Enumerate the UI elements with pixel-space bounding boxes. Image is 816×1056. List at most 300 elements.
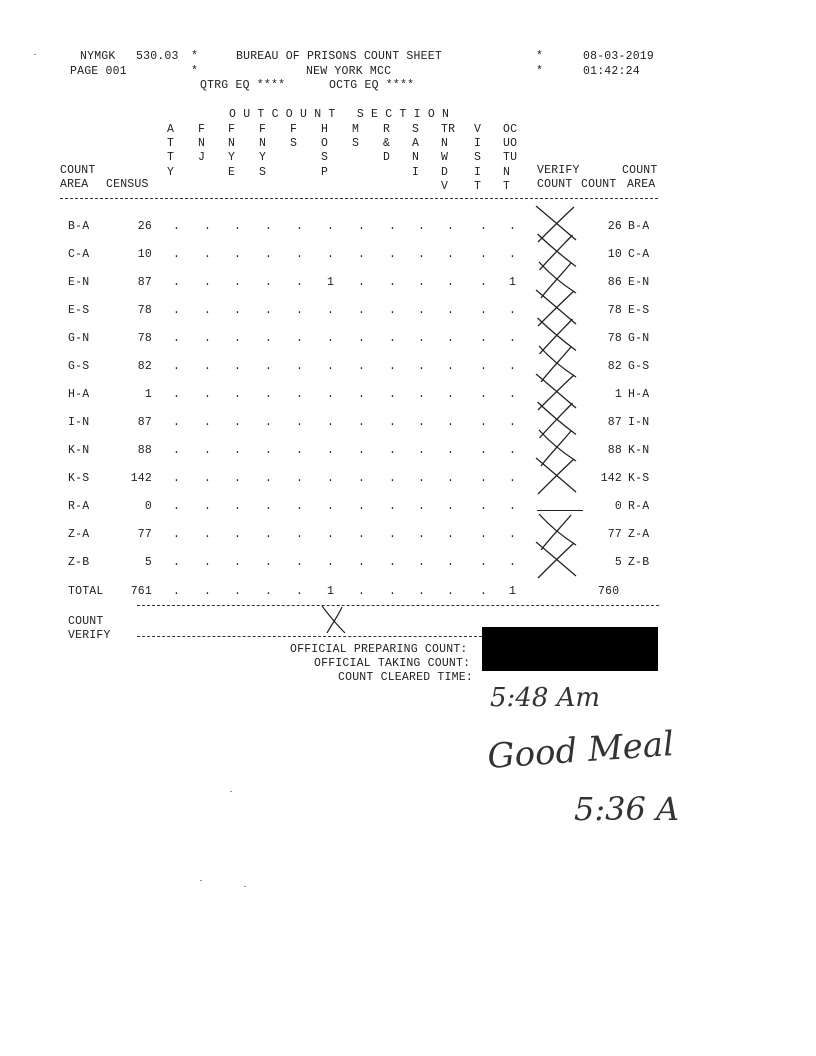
outcount-cell: .	[358, 276, 366, 289]
count-value: 87	[607, 416, 622, 429]
census-value: 88	[137, 444, 152, 457]
outcount-cell: .	[234, 360, 242, 373]
outcount-cell: .	[204, 360, 212, 373]
census-value: 78	[137, 304, 152, 317]
outcount-cell: .	[389, 332, 397, 345]
header-star: *	[191, 65, 199, 78]
outcount-cell: 1	[509, 276, 517, 289]
count-value: 5	[614, 556, 622, 569]
count-value: 77	[607, 528, 622, 541]
outcount-column-letter: OC	[503, 123, 518, 136]
outcount-cell: .	[234, 416, 242, 429]
outcount-cell: .	[265, 220, 273, 233]
outcount-cell: .	[204, 220, 212, 233]
outcount-cell: .	[358, 472, 366, 485]
outcount-column-letter: N	[228, 137, 236, 151]
total-cell: .	[389, 585, 397, 598]
outcount-cell: .	[204, 388, 212, 401]
outcount-cell: .	[480, 276, 488, 289]
outcount-cell: .	[204, 332, 212, 345]
outcount-cell: .	[447, 388, 455, 401]
census-value: 0	[144, 500, 152, 513]
outcount-cell: .	[509, 248, 517, 261]
outcount-cell: .	[327, 332, 335, 345]
outcount-cell: .	[447, 556, 455, 569]
outcount-cell: .	[265, 556, 273, 569]
outcount-cell: .	[265, 500, 273, 513]
outcount-cell: .	[204, 528, 212, 541]
outcount-cell: .	[265, 444, 273, 457]
outcount-column-letter: UO	[503, 137, 518, 151]
count-value: 26	[607, 220, 622, 233]
count-area: R-A	[68, 500, 90, 513]
outcount-column-letter: O	[321, 137, 329, 151]
outcount-cell: .	[509, 332, 517, 345]
count-area-right: Z-A	[628, 528, 650, 541]
outcount-cell: .	[173, 388, 181, 401]
count-area: C-A	[68, 248, 90, 261]
facility-name: NEW YORK MCC	[306, 65, 392, 78]
report-number: 530.03	[136, 50, 179, 63]
census-value: 87	[137, 276, 152, 289]
official-preparing-label: OFFICIAL PREPARING COUNT:	[290, 643, 468, 656]
outcount-column-letter: S	[474, 151, 482, 165]
outcount-cell: .	[447, 360, 455, 373]
total-cell: .	[204, 585, 212, 598]
outcount-cell: .	[358, 416, 366, 429]
count-value: 142	[600, 472, 622, 485]
outcount-cell: .	[327, 556, 335, 569]
outcount-cell: .	[358, 360, 366, 373]
outcount-cell: .	[173, 472, 181, 485]
census-value: 142	[130, 472, 152, 485]
outcount-cell: .	[418, 304, 426, 317]
outcount-cell: .	[296, 416, 304, 429]
total-cell: .	[418, 585, 426, 598]
outcount-column-letter: N	[198, 137, 206, 151]
outcount-cell: .	[389, 444, 397, 457]
count-area: I-N	[68, 416, 90, 429]
outcount-column-letter: V	[474, 123, 482, 136]
outcount-column-letter: N	[441, 137, 449, 151]
outcount-column-letter: Y	[167, 165, 175, 179]
outcount-column-letter: S	[412, 123, 420, 136]
outcount-cell: .	[173, 556, 181, 569]
count-area: E-N	[68, 276, 90, 289]
handwritten-note	[486, 722, 706, 842]
outcount-cell: .	[296, 528, 304, 541]
outcount-cell: .	[389, 220, 397, 233]
outcount-cell: .	[296, 220, 304, 233]
total-count: 760	[598, 585, 620, 598]
outcount-column-letter: E	[228, 165, 236, 179]
outcount-column-letter: T	[474, 179, 482, 193]
outcount-cell: .	[204, 472, 212, 485]
outcount-cell: .	[509, 388, 517, 401]
total-cell: .	[358, 585, 366, 598]
outcount-column-letter: A	[167, 123, 175, 136]
outcount-cell: .	[447, 248, 455, 261]
count-value: 82	[607, 360, 622, 373]
outcount-cell: .	[234, 248, 242, 261]
outcount-cell: .	[204, 248, 212, 261]
verify-x-mark	[318, 604, 348, 634]
outcount-cell: .	[234, 556, 242, 569]
census-value: 78	[137, 332, 152, 345]
count-area-right: B-A	[628, 220, 650, 233]
outcount-column-letter: Y	[259, 151, 267, 165]
outcount-cell: .	[327, 388, 335, 401]
outcount-cell: .	[480, 528, 488, 541]
total-cell: .	[265, 585, 273, 598]
outcount-column-letter: TR	[441, 123, 456, 136]
outcount-cell: .	[265, 276, 273, 289]
count-area: G-S	[68, 360, 90, 373]
outcount-cell: .	[480, 248, 488, 261]
count-area-label: COUNT	[60, 164, 96, 177]
outcount-cell: .	[296, 388, 304, 401]
outcount-cell: .	[480, 472, 488, 485]
outcount-cell: .	[327, 220, 335, 233]
redaction-box	[482, 627, 658, 671]
outcount-section-heading: O U T C O U N T S E C T I O N	[229, 108, 450, 121]
outcount-cell: .	[358, 304, 366, 317]
count-area: Z-B	[68, 556, 90, 569]
outcount-cell: .	[418, 360, 426, 373]
outcount-cell: .	[327, 528, 335, 541]
report-title: BUREAU OF PRISONS COUNT SHEET	[236, 50, 442, 63]
outcount-column-letter: S	[259, 165, 267, 179]
outcount-cell: .	[480, 416, 488, 429]
outcount-cell: .	[389, 416, 397, 429]
outcount-cell: .	[234, 276, 242, 289]
outcount-cell: .	[173, 332, 181, 345]
outcount-cell: .	[296, 472, 304, 485]
outcount-cell: .	[296, 304, 304, 317]
count-value: 78	[607, 332, 622, 345]
outcount-cell: .	[265, 304, 273, 317]
outcount-cell: .	[418, 528, 426, 541]
svg-text:5:48 Am: 5:48 Am	[490, 683, 601, 713]
count-value: 88	[607, 444, 622, 457]
outcount-cell: .	[173, 248, 181, 261]
outcount-cell: .	[204, 444, 212, 457]
outcount-cell: .	[418, 500, 426, 513]
outcount-cell: .	[447, 304, 455, 317]
verify-check-mark	[532, 540, 580, 582]
outcount-cell: .	[480, 444, 488, 457]
outcount-column-letter: T	[167, 151, 175, 165]
official-taking-label: OFFICIAL TAKING COUNT:	[314, 657, 471, 670]
outcount-column-letter: &	[383, 137, 391, 151]
outcount-cell: .	[509, 304, 517, 317]
outcount-cell: .	[327, 304, 335, 317]
qtrg-eq: QTRG EQ ****	[200, 79, 286, 92]
census-label: CENSUS	[106, 178, 149, 191]
page-number: PAGE 001	[70, 65, 127, 78]
header-separator	[60, 198, 658, 199]
outcount-cell: .	[296, 360, 304, 373]
outcount-cell: .	[480, 220, 488, 233]
handwritten-cleared-time	[486, 674, 616, 720]
outcount-cell: .	[509, 360, 517, 373]
outcount-column-letter: I	[474, 165, 482, 179]
scan-speck	[244, 886, 246, 887]
count-verify-label: COUNT	[68, 615, 104, 628]
outcount-cell: .	[265, 332, 273, 345]
count-area-right: G-S	[628, 360, 650, 373]
count-area-right: K-S	[628, 472, 650, 485]
outcount-cell: .	[173, 220, 181, 233]
outcount-column-letter: R	[383, 123, 391, 136]
verify-count-label: COUNT	[537, 178, 573, 191]
total-cell: 1	[327, 585, 335, 598]
outcount-cell: .	[389, 556, 397, 569]
outcount-cell: .	[327, 416, 335, 429]
outcount-column-letter: F	[198, 123, 206, 136]
count-value: 86	[607, 276, 622, 289]
count-value: 78	[607, 304, 622, 317]
outcount-cell: .	[389, 500, 397, 513]
outcount-cell: .	[234, 332, 242, 345]
octg-eq: OCTG EQ ****	[329, 79, 415, 92]
outcount-cell: .	[265, 528, 273, 541]
report-date: 08-03-2019	[583, 50, 655, 63]
outcount-cell: .	[204, 500, 212, 513]
census-value: 87	[137, 416, 152, 429]
outcount-cell: .	[358, 332, 366, 345]
outcount-cell: .	[447, 528, 455, 541]
system-id: NYMGK	[80, 50, 116, 63]
outcount-cell: .	[358, 528, 366, 541]
report-time: 01:42:24	[583, 65, 640, 78]
outcount-cell: .	[389, 304, 397, 317]
outcount-cell: .	[418, 472, 426, 485]
count-area-right: E-S	[628, 304, 650, 317]
outcount-cell: .	[327, 472, 335, 485]
census-value: 1	[144, 388, 152, 401]
census-value: 5	[144, 556, 152, 569]
outcount-cell: .	[418, 220, 426, 233]
outcount-cell: .	[358, 388, 366, 401]
outcount-column-letter: I	[412, 165, 420, 179]
outcount-cell: .	[234, 220, 242, 233]
outcount-cell: .	[265, 416, 273, 429]
outcount-column-letter: T	[503, 179, 511, 193]
outcount-cell: .	[509, 220, 517, 233]
verify-check-mark	[532, 456, 580, 498]
count-cleared-label: COUNT CLEARED TIME:	[338, 671, 473, 684]
count-area-right: E-N	[628, 276, 650, 289]
outcount-cell: .	[418, 416, 426, 429]
outcount-cell: .	[447, 472, 455, 485]
count-area: E-S	[68, 304, 90, 317]
outcount-column-letter: F	[228, 123, 236, 136]
outcount-cell: .	[447, 416, 455, 429]
count-area: K-N	[68, 444, 90, 457]
census-value: 26	[137, 220, 152, 233]
count-area-right: Z-B	[628, 556, 650, 569]
count-area-right: K-N	[628, 444, 650, 457]
outcount-cell: .	[358, 444, 366, 457]
count-area-right: R-A	[628, 500, 650, 513]
outcount-cell: .	[509, 444, 517, 457]
outcount-column-letter: W	[441, 151, 449, 165]
count-value: 0	[614, 500, 622, 513]
outcount-cell: .	[447, 332, 455, 345]
header-star: *	[536, 50, 544, 63]
total-cell: .	[173, 585, 181, 598]
verify-line-mark	[537, 510, 583, 511]
outcount-column-letter: D	[383, 151, 391, 165]
outcount-column-letter: F	[290, 123, 298, 136]
count-area: K-S	[68, 472, 90, 485]
census-value: 82	[137, 360, 152, 373]
total-cell: .	[480, 585, 488, 598]
outcount-column-letter: I	[474, 137, 482, 151]
outcount-column-letter: S	[290, 137, 298, 151]
svg-text:Good Meal: Good Meal	[486, 724, 676, 778]
verify-signature-line	[137, 636, 482, 637]
outcount-cell: .	[509, 556, 517, 569]
count-verify-label: VERIFY	[68, 629, 111, 642]
outcount-column-letter: D	[441, 165, 449, 179]
count-area-right-label: COUNT	[622, 164, 658, 177]
outcount-cell: .	[204, 556, 212, 569]
outcount-column-letter: TU	[503, 151, 518, 165]
outcount-cell: .	[173, 500, 181, 513]
outcount-column-letter: P	[321, 165, 329, 179]
total-label: TOTAL	[68, 585, 104, 598]
scan-speck	[34, 54, 36, 55]
outcount-cell: .	[447, 220, 455, 233]
outcount-cell: .	[265, 472, 273, 485]
outcount-cell: .	[296, 332, 304, 345]
outcount-cell: .	[447, 500, 455, 513]
outcount-cell: .	[234, 388, 242, 401]
total-cell: .	[296, 585, 304, 598]
total-cell: .	[447, 585, 455, 598]
outcount-cell: .	[173, 528, 181, 541]
outcount-cell: .	[296, 248, 304, 261]
census-value: 10	[137, 248, 152, 261]
outcount-cell: .	[418, 248, 426, 261]
outcount-cell: .	[265, 248, 273, 261]
outcount-cell: .	[358, 556, 366, 569]
count-area: H-A	[68, 388, 90, 401]
outcount-cell: .	[389, 248, 397, 261]
outcount-column-letter: N	[259, 137, 267, 151]
outcount-column-letter: H	[321, 123, 329, 136]
count-area: Z-A	[68, 528, 90, 541]
outcount-cell: .	[509, 472, 517, 485]
outcount-cell: .	[327, 444, 335, 457]
outcount-cell: .	[296, 444, 304, 457]
outcount-cell: .	[327, 500, 335, 513]
outcount-cell: .	[480, 360, 488, 373]
outcount-column-letter: F	[259, 123, 267, 136]
outcount-cell: .	[234, 500, 242, 513]
svg-text:5:36 A: 5:36 A	[574, 790, 680, 828]
count-area: G-N	[68, 332, 90, 345]
outcount-cell: .	[389, 472, 397, 485]
outcount-cell: .	[389, 360, 397, 373]
outcount-column-letter: Y	[228, 151, 236, 165]
outcount-cell: .	[265, 360, 273, 373]
outcount-cell: .	[509, 528, 517, 541]
outcount-cell: .	[234, 528, 242, 541]
outcount-cell: .	[480, 556, 488, 569]
outcount-cell: .	[418, 556, 426, 569]
outcount-cell: .	[389, 388, 397, 401]
count-area-right: I-N	[628, 416, 650, 429]
outcount-column-letter: N	[503, 165, 511, 179]
total-census: 761	[130, 585, 152, 598]
outcount-cell: .	[480, 500, 488, 513]
total-separator	[137, 605, 659, 606]
area-right-label: AREA	[627, 178, 656, 191]
outcount-column-letter: S	[321, 151, 329, 165]
outcount-cell: .	[327, 360, 335, 373]
outcount-cell: .	[509, 500, 517, 513]
outcount-cell: .	[447, 276, 455, 289]
outcount-column-letter: M	[352, 123, 360, 136]
scan-speck	[200, 880, 202, 881]
outcount-cell: .	[447, 444, 455, 457]
outcount-cell: .	[480, 332, 488, 345]
outcount-column-letter: S	[352, 137, 360, 151]
census-value: 77	[137, 528, 152, 541]
outcount-cell: .	[358, 248, 366, 261]
outcount-cell: .	[418, 444, 426, 457]
verify-count-label: VERIFY	[537, 164, 580, 177]
outcount-cell: .	[265, 388, 273, 401]
count-area-right: H-A	[628, 388, 650, 401]
outcount-cell: .	[234, 472, 242, 485]
outcount-cell: .	[480, 304, 488, 317]
outcount-cell: .	[358, 500, 366, 513]
outcount-cell: .	[296, 500, 304, 513]
outcount-cell: .	[173, 416, 181, 429]
outcount-cell: .	[204, 416, 212, 429]
outcount-column-letter: V	[441, 179, 449, 193]
outcount-cell: .	[418, 388, 426, 401]
outcount-cell: .	[480, 388, 488, 401]
outcount-column-letter: A	[412, 137, 420, 151]
outcount-cell: .	[418, 276, 426, 289]
scan-speck	[230, 791, 232, 792]
outcount-cell: .	[234, 304, 242, 317]
count-area-right: G-N	[628, 332, 650, 345]
outcount-cell: .	[296, 276, 304, 289]
count-area-right: C-A	[628, 248, 650, 261]
outcount-column-letter: N	[412, 151, 420, 165]
count-label: COUNT	[581, 178, 617, 191]
count-value: 1	[614, 388, 622, 401]
outcount-cell: .	[234, 444, 242, 457]
total-cell: 1	[509, 585, 517, 598]
outcount-cell: 1	[327, 276, 335, 289]
header-star: *	[536, 65, 544, 78]
outcount-cell: .	[389, 276, 397, 289]
outcount-cell: .	[296, 556, 304, 569]
total-cell: .	[234, 585, 242, 598]
outcount-cell: .	[173, 276, 181, 289]
outcount-column-letter: T	[167, 137, 175, 151]
outcount-column-letter: J	[198, 151, 206, 165]
outcount-cell: .	[327, 248, 335, 261]
outcount-cell: .	[418, 332, 426, 345]
